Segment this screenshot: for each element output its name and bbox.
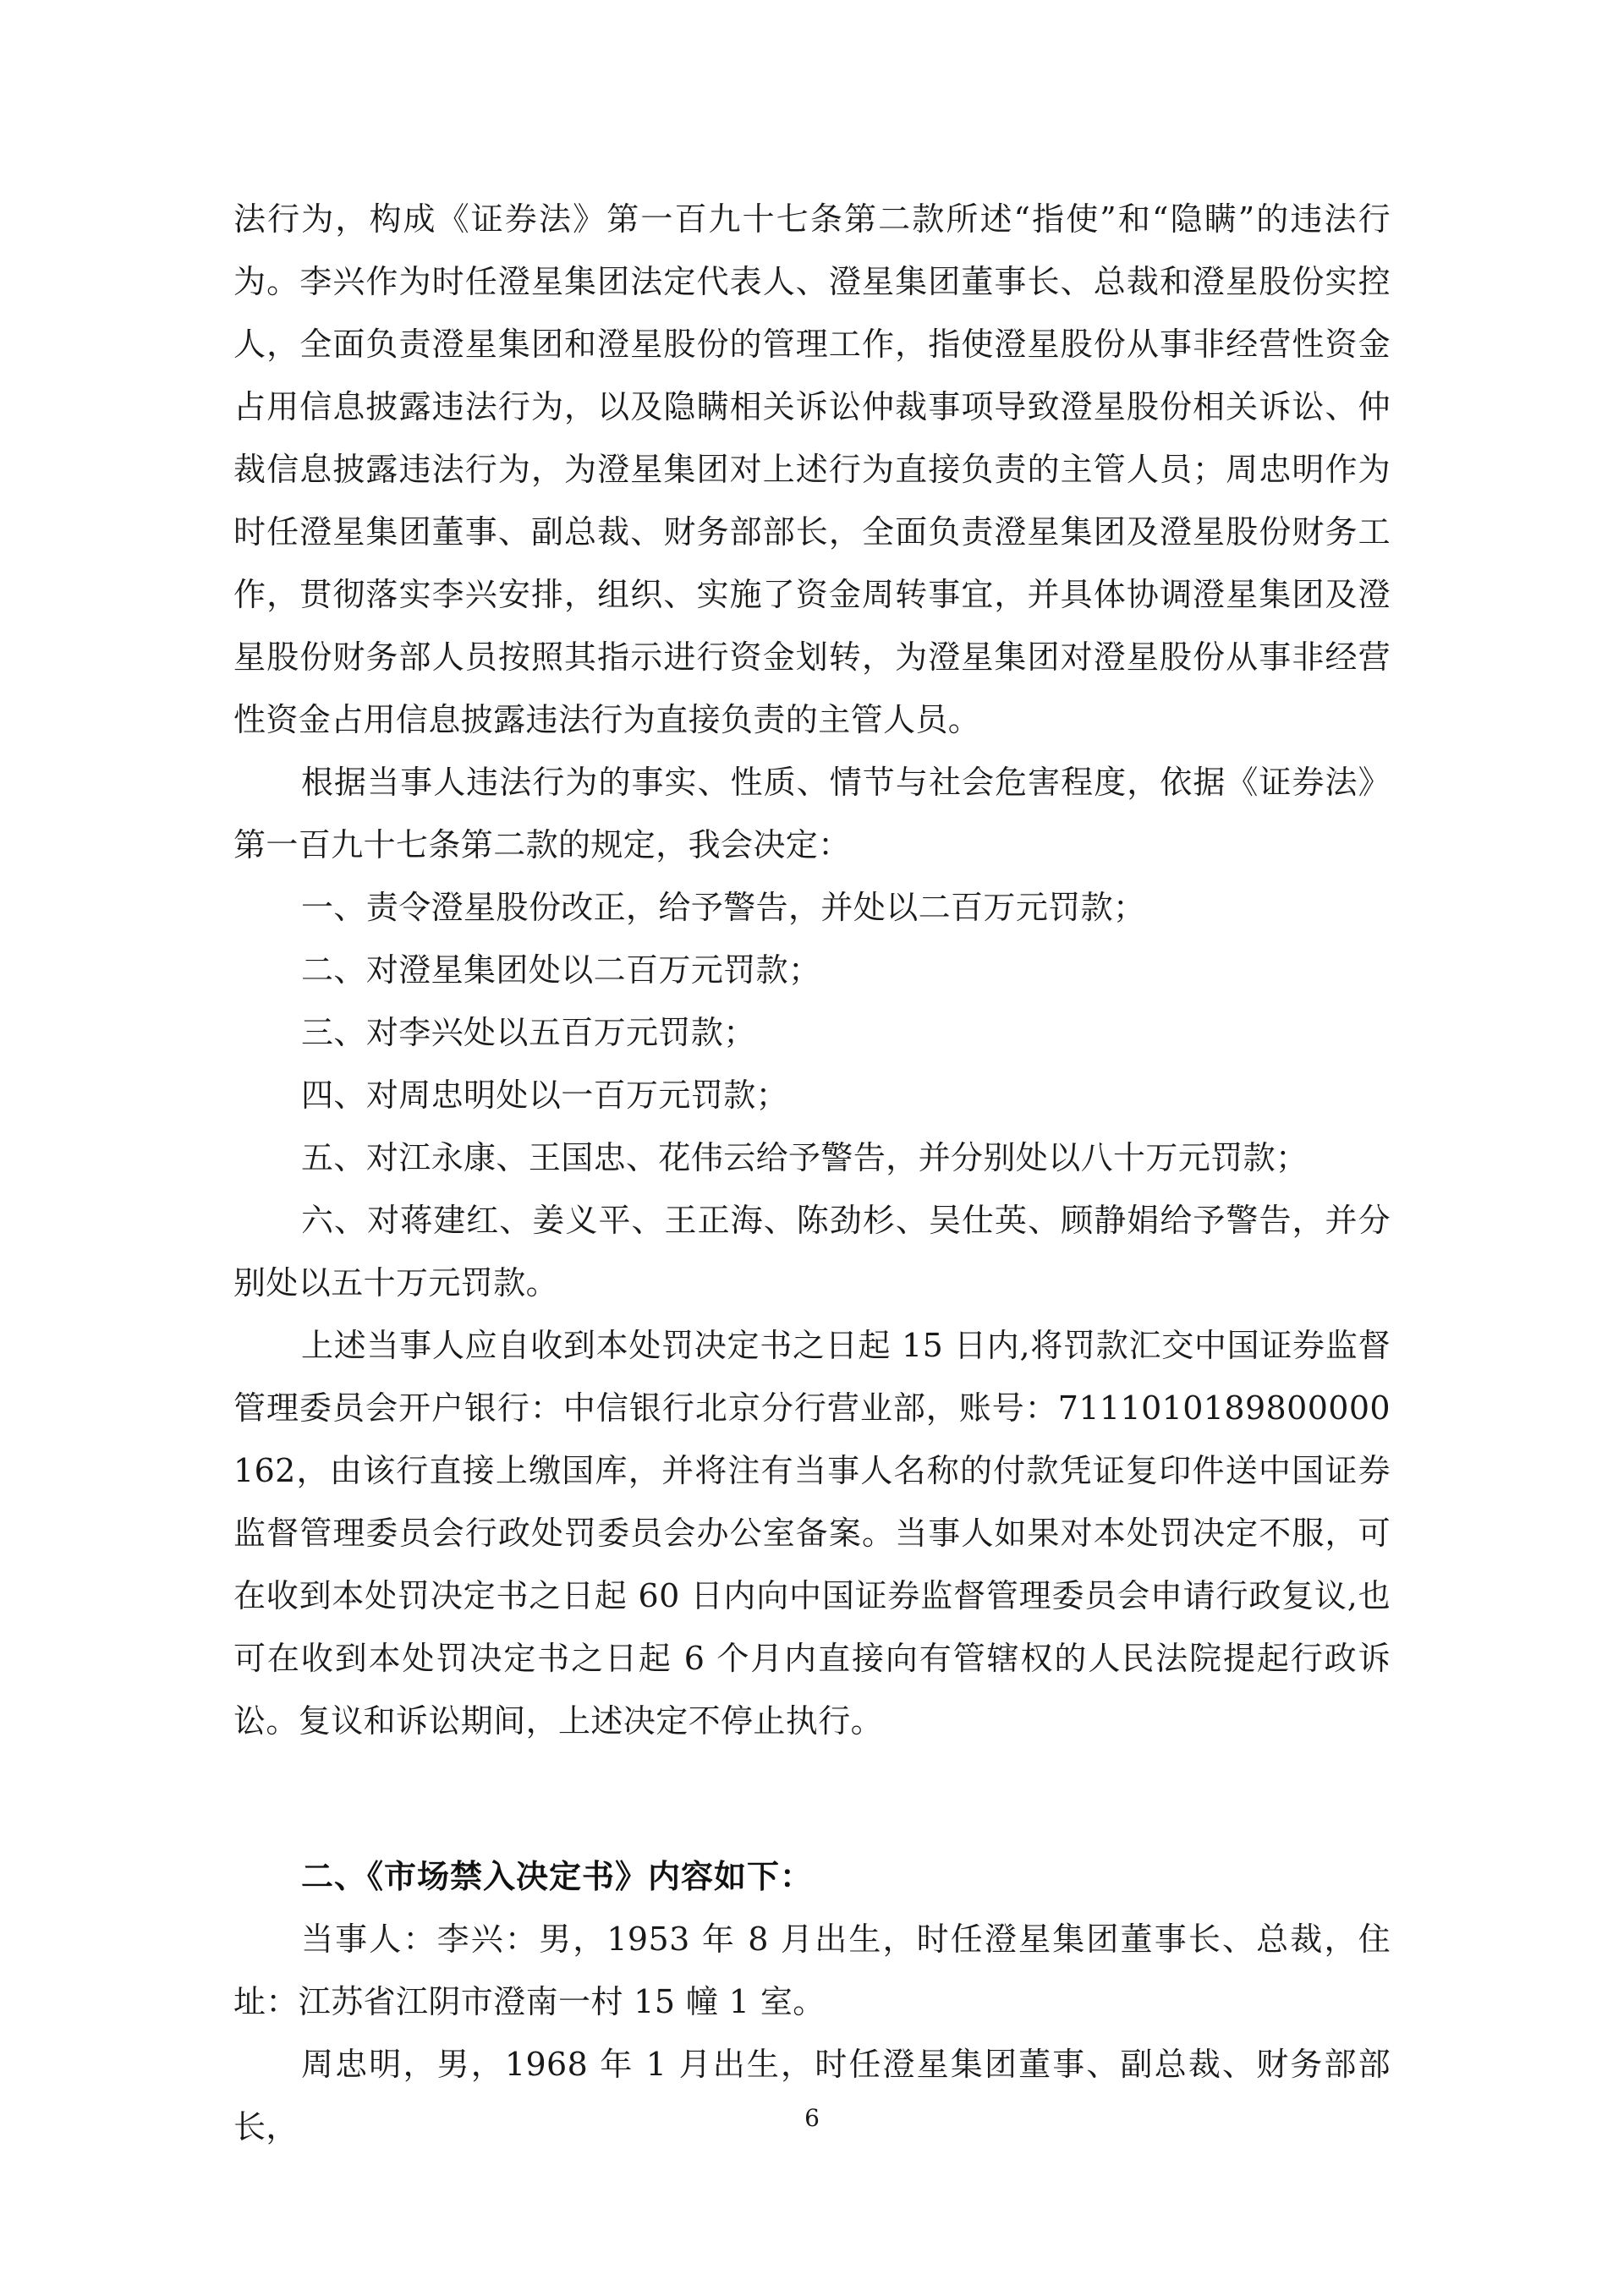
section-heading-market-ban: 二、《市场禁入决定书》内容如下：	[301, 1857, 814, 1895]
decision-item-2-text: 对澄星集团处以二百万元罚款；	[365, 951, 821, 989]
page-number: 6	[804, 2104, 820, 2132]
document-text-block	[233, 188, 1391, 2158]
decision-item-1-text: 责令澄星股份改正，给予警告，并处以二百万元罚款；	[365, 889, 1146, 926]
decision-item-5-text: 对江永康、王国忠、花伟云给予警告，并分别处以八十万元罚款；	[365, 1139, 1309, 1176]
paragraph-payment-instructions: 上述当事人应自收到本处罚决定书之日起 15 日内,将罚款汇交中国证券监督管理委员会开户银行：中信银行北京分行营业部，账号：7111010189800000162，由该行直接上缴国库，并将注有当事人名称的付款凭证复印件送中国证券监督管理委员会行政处罚委员会办公室备案。当事人如果对本处罚决定不服，可在收到本处罚决定书之日起 60 日内向中国证券监督管理委员会申请行政复议,也可在收到本处罚决定书之日起 6 个月内直接向有管辖权的人民法院提起行政诉讼。复议和诉讼期间，上述决定不停止执行。	[233, 1327, 1391, 1740]
decision-item-2	[233, 939, 1391, 1001]
decision-item-5-marker: 五、	[301, 1139, 366, 1176]
decision-item-3	[233, 1001, 1391, 1064]
decision-item-3-text: 对李兴处以五百万元罚款；	[365, 1014, 756, 1051]
decision-item-2-marker: 二、	[301, 951, 366, 989]
decision-item-4-text: 对周忠明处以一百万元罚款；	[365, 1077, 789, 1114]
decision-item-5	[233, 1126, 1391, 1189]
paragraph-party-zhouzhongming: 周忠明，男，1968 年 1 月出生，时任澄星集团董事、副总裁、财务部部长，	[233, 2046, 1391, 2145]
decision-item-6	[233, 1189, 1391, 1314]
decision-item-6-text: 对蒋建红、姜义平、王正海、陈劲杉、吴仕英、顾静娟给予警告，并分别处以五十万元罚款。	[233, 1202, 1391, 1301]
paragraph-violation-summary: 法行为，构成《证券法》第一百九十七条第二款所述“指使”和“隐瞒”的违法行为。李兴作为时任澄星集团法定代表人、澄星集团董事长、总裁和澄星股份实控人，全面负责澄星集团和澄星股份的管理工作，指使澄星股份从事非经营性资金占用信息披露违法行为，以及隐瞒相关诉讼仲裁事项导致澄星股份相关诉讼、仲裁信息披露违法行为，为澄星集团对上述行为直接负责的主管人员；周忠明作为时任澄星集团董事、副总裁、财务部部长，全面负责澄星集团及澄星股份财务工作，贯彻落实李兴安排，组织、实施了资金周转事宜，并具体协调澄星集团及澄星股份财务部人员按照其指示进行资金划转，为澄星集团对澄星股份从事非经营性资金占用信息披露违法行为直接负责的主管人员。	[233, 200, 1391, 738]
decision-item-3-marker: 三、	[301, 1014, 366, 1051]
section-gap-spacer	[233, 1752, 1391, 1815]
decision-item-4-marker: 四、	[301, 1077, 366, 1114]
decision-item-1	[233, 876, 1391, 939]
decision-item-1-marker: 一、	[301, 889, 366, 926]
paragraph-decision-intro: 根据当事人违法行为的事实、性质、情节与社会危害程度，依据《证券法》第一百九十七条第二款的规定，我会决定：	[233, 764, 1391, 863]
decision-item-6-marker: 六、	[301, 1202, 368, 1239]
paragraph-party-lixing: 当事人：李兴：男，1953 年 8 月出生，时任澄星集团董事长、总裁，住址：江苏省江阴市澄南一村 15 幢 1 室。	[233, 1921, 1391, 2020]
section-gap-spacer-half	[233, 1815, 1391, 1845]
decision-item-4	[233, 1064, 1391, 1126]
